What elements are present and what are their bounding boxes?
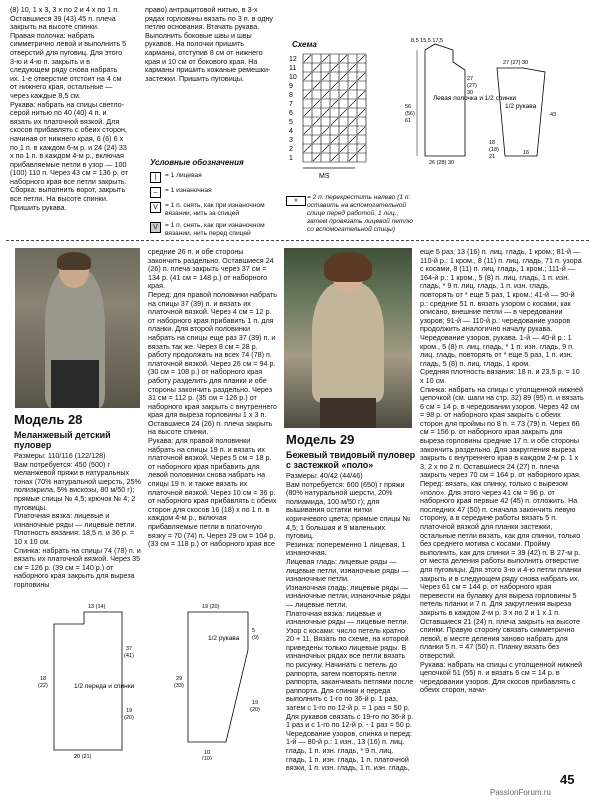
svg-text:19: 19 [252,700,259,706]
scheme-row-label: 4 [289,128,293,135]
model28-photo [15,248,140,408]
scheme-grid [285,50,375,180]
scheme-cell-mark [349,118,356,125]
scheme-cell-mark [322,91,329,98]
scheme-cell-mark [331,136,338,143]
scheme-cell-mark [349,154,356,161]
svg-text:(33): (33) [174,683,184,689]
legend-item [150,222,280,238]
svg-text:18: 18 [489,140,496,146]
scheme-cell-mark [358,73,365,80]
section-divider [6,240,589,241]
scheme-cell-mark [331,64,338,71]
model29-text: Размеры: 40/42 (44/46) Вам потребуется: 600 (650) г пряжи (80% натуральной шерсти, 20% полиамида, 100 м/50 г); для вышивания остатки нитки коричневого цвета; прямые спицы № 4,5; 1 большая и 9 маленьких пуговиц. Резинка: попеременно 1 лицевая, 1 изнаночная. Лицевая гладь: лицевые ряды — лицевые петли, изнаночные ряды — изнаночные петли. Изнаночная гладь: лицевые ряды — изнаночные петли, изнаночные ряды — лицевые петли. Платочная вязка: лицевые и изнаночные ряды — лицевые петли. Узор с косами: число петель кратно 20 + 11. Вязать по схеме, на которой приведены только лицевые ряды. В изнаночных рядах все петли вязать по рисунку. Начинать с петель до раппорта, затем повторять петли раппорта, заканчивать петлями после раппорта. Для спинки и переда выполнить с 1-го по 36-й р. 1 раз, затем с 1-го по 12-й р. = 1 раз = 50 р. Для рукавов связать с 19-го по 36-й р. 1 раз и с 1-го по 12-й р. - 1 раз = 50 р. Чередование узоров, спинка и перед: 1-й — 80-й р.: 1 изн., 13 (16) п. лиц. гладь, 1 п. изн. гладь, * 9 п. лиц. гладь, 1 п. изн. гладь, 1 п. платочной вязки, 1 п. изн. гладь, 1 п. изн. гладь, [286,472,414,773]
scheme-row-label: 11 [289,65,297,72]
right-column-text: еще 5 раз, 13 (16) п. лиц. гладь, 1 кром.; 81-й — 110-й р.: 1 кром., 8 (11) п. лиц. гладь, 71 п. узора с косами, 8 (11) п. лиц. гладь, 1 кром.; 111-й — 164-й р.: 1 кром., 5 (8) п. лиц. гладь, 1 п. изн. гладь, * 9 п. лиц. гладь, 1 п. изн. гладь, повторять от * еще 5 раз, 1 кром.; 41-й — 90-й р.: средние 51 п. вязать узором с косами, как описано, внешние петли — в чередовании узоров; 91-й — 110-й р.: чередование узоров продолжить аналогично началу рукава. Чередование узоров, рукава. 1-й — 40-й р.: 1 кром., 5 (8) п. лиц. гладь, * 1 п. изн. гладь, 9 п. лиц. гладь, повторять от * еще 5 раз, 1 п. изн. гладь, 5 (8) п. лиц. гладь, 1 кром. Средняя плотность вязания: 18 п. и 23,5 р. = 10 x 10 см. Спинка: набрать на спицы с утолщенной нижней цепочкой (см. шаги на стр. 32) 89 (95) п. и вязать 6 см = 14 р. в чередовании узоров. Через 42 см = 98 р. от наборного края закрыть с обеих сторон для проймы по 8 п. = 73 (79) п. Через 66 см = 156 р. от наборного края закрыть для выреза горловины средние 17 п. и обе стороны закончить раздельно. Для закругления выреза закрыть с внутреннего края в каждом 2-м р. 1 x 3, 2 x по 2 п. Оставшиеся 24 (27) п. плеча закрыть через 70 см = 164 р. от наборного края. Перед: вязать, как спинку, только с вырезом «поло». Для этого через 41 см = 96 р. от наборного края первые 42 (45) п. отложить. На последних 47 (50) п. сначала закончить левую сторону, а в середине работы вязать 5 п. платочной вязкой для планки застежки, остальные петли вязать, как для спинки, только без среднего мотива с косами. Пройму выполнить, как для спинки = 39 (42) п. В 27-м р. от места деления работы выполнить отверстие для пуговицы. Для этого 3-ю и 4-ю петли планки закрыть и в следующем ряду снова набрать их. Через 61 см = 144 р. от наборного края перевести на булавку для выреза горловины 5 петель планки и 7 п. Для закругления выреза закрыть в каждом 2-м р. 3 x по 2 и 1 x 1 п. Оставшиеся 21 (24) п. плеча закрыть на высоте спинки. Правую сторону связать симметрично левой, в месте деления заново набрать для планки 5 п. = 47 (50) п. Планку вязать без отверстий. Рукава: набрать на спицы с утолщенной нижней цепочкой 51 (55) п. и вязать 6 см = 14 р. в чередовании узоров. Для скосов прибавлять с обеих сторон, начи- [420,248,584,695]
scheme-cell-mark [322,127,329,134]
scheme-row-label: 8 [289,92,293,99]
svg-text:19: 19 [126,708,133,714]
pattern-top-sleeve-label: 1/2 рукава [505,103,537,110]
svg-text:37: 37 [126,646,133,652]
model28-subtitle: Меланжевый детский пуловер [14,430,111,450]
svg-text:(27): (27) [467,83,477,89]
svg-text:(41): (41) [124,653,134,659]
scheme-row-label: 1 [289,155,293,162]
scheme-cell-mark [331,100,338,107]
scheme-row-label: 3 [289,137,293,144]
scheme-cell-mark [349,64,356,71]
model29-photo [284,248,412,428]
scheme-cell-mark [304,73,311,80]
scheme-row-label: 9 [289,83,293,90]
pattern-bottom-label: 1/2 переда и спинки [74,683,135,690]
scheme-cell-mark [340,91,347,98]
svg-text:56: 56 [405,104,412,110]
scheme-row-label: 6 [289,110,293,117]
legend-item [150,187,280,198]
scheme-cell-mark [340,73,347,80]
purl-symbol-icon: – [150,187,161,198]
scheme-row-label: 5 [289,119,293,126]
scheme-cell-mark [331,82,338,89]
scheme-cell-mark [349,136,356,143]
model28-text: Размеры: 110/116 (122/128) Вам потребуется: 450 (500) г меланжевой пряжи в натуральных тонах (70% натуральной шерсть, 25% полиэкрила, 5% вискозы, 80 м/50 г); прямые спицы № 4,5; крючок № 4; 2 пуговицы. Платочная вязка: лицевые и изнаночные ряды — лицевые петли. Плотность вязания: 18,5 п. и 36 р. = 10 x 10 см. Спинка: набрать на спицы 74 (78) п. и вязать их платочной вязкой. Через 35 см = 126 р. (39 см = 140 р.) от наборного края закрыть для выреза горловины [14,452,141,589]
scheme-cell-mark [340,55,347,62]
svg-text:19 (20): 19 (20) [202,604,220,610]
legend-item [150,172,280,183]
svg-text:8,5 15,5 17,5: 8,5 15,5 17,5 [411,38,444,44]
scheme-cell-mark [358,109,365,116]
top-middle-column-text: право) антрацитовой нитью, в 3-х рядах горловины вязать по 3 п. в одну петлю основания. Втачать рукава. Выполнить боковые швы и швы рукавов. На полочки пришить карманы, отступив 8 см от нижнего края и 10 см от бокового края. На карманы пришить кожаные ремешки-застежки. Пришить пуговицы. [145,6,274,83]
slip-front-symbol-icon: V [150,222,161,233]
svg-text:(22): (22) [38,683,48,689]
scheme-cell-mark [322,145,329,152]
scheme-ms-label: MS [319,173,330,180]
scheme-cell-mark [349,82,356,89]
svg-text:10: 10 [204,750,211,756]
scheme-cell-mark [313,64,320,71]
scheme-note: = 2 п. перекрестить налево (1 п. оставить на вспомогательной спице перед работой, 1 лиц., затем провязать лицевой петлю со вспомогательной спицы) [307,194,413,233]
scheme-cell-mark [331,118,338,125]
slip-back-symbol-icon: V [150,202,161,213]
pattern-bottom-sleeve-label: 1/2 рукава [208,635,240,642]
scheme-cell-mark [313,82,320,89]
legend-title: Условные обозначения [150,158,244,167]
svg-text:(20): (20) [124,715,134,721]
svg-text:26 (28) 30: 26 (28) 30 [429,160,455,166]
svg-text:30: 30 [467,90,474,96]
top-left-column-text: (8) 10, 1 x 3, 3 x по 2 и 4 x по 1 п. Оставшиеся 39 (43) 45 п. плеча закрыть на высоте спинки. Правая полочка: набрать симметрично левой и выполнить 5 отверстий для пуговиц. Для этого 3-ю и 4-ю п. закрыть и в следующем ряду снова набрать их. 1-е отверстие отстоит на 4 см от нижнего края, остальные — через каждые 8,5 см. Рукава: набрать на спицы светло-серой нитью по 40 (40) 4 п. и вязать их платочной вязкой. Для скосов прибавлять с обеих сторон, начиная от нижнего края, 6 (6) 6 x по 1 п. в каждом 6-м р. и 24 (24) 33 x по 1 п. в каждом 4-м р., включая прибавляемые петли в узор — 100 (100) 110 п. Через 43 см = 136 р. от наборного края все петли закрыть. Сборка: выполнить ворот, закрыть все петли. На высоте спинки. Пришить рукава. [10,6,128,212]
scheme-cell-mark [304,91,311,98]
site-watermark: PassionForum.ru [490,788,551,797]
scheme-cell-mark [304,127,311,134]
scheme-cell-mark [304,109,311,116]
model28-title: Модель 28 [14,412,83,427]
scheme-row-label: 10 [289,74,297,81]
scheme-cell-mark [340,145,347,152]
scheme-cell-mark [340,127,347,134]
scheme-row-label: 2 [289,146,293,153]
legend-item [150,202,280,218]
scheme-cell-mark [322,73,329,80]
model29-title: Модель 29 [286,432,355,447]
scheme-cell-mark [313,100,320,107]
scheme-cell-mark [304,55,311,62]
svg-text:27 (27) 30: 27 (27) 30 [503,60,529,66]
scheme-cell-mark [313,118,320,125]
svg-text:21: 21 [489,154,496,160]
scheme-cell-mark [358,145,365,152]
svg-text:(10): (10) [202,756,212,760]
legend-slip-front-label: = 1 п. снять, как при изнаночном вязании, нить перед спицей [165,222,265,237]
svg-text:(56): (56) [405,111,415,117]
legend-knit-label: = 1 лицевая [165,172,202,179]
svg-text:61: 61 [405,118,412,124]
model29-subtitle: Бежевый твидовый пуловер с застежкой «поло» [286,450,416,470]
svg-text:18: 18 [40,676,47,682]
pattern-top-front-back [405,38,590,168]
pattern-top-label: Левая полочка и 1/2 спинки [433,95,517,102]
svg-text:(20): (20) [250,707,260,713]
scheme-cell-mark [340,109,347,116]
scheme-cell-mark [331,154,338,161]
scheme-cell-mark [358,127,365,134]
scheme-title: Схема [292,40,317,49]
pattern-bottom-sleeve [148,600,278,760]
page-number: 45 [560,772,575,787]
knit-symbol-icon: | [150,172,161,183]
scheme-cell-mark [304,145,311,152]
svg-text:13 (14): 13 (14) [88,604,106,610]
svg-text:29: 29 [176,676,183,682]
svg-text:5: 5 [252,628,256,634]
model28-text-continued: средние 26 п. и обе стороны закончить раздельно. Оставшиеся 24 (26) п. плеча закрыть через 37 см = 134 р. (41 см = 148 р.) от наборного края. Перед: для правой половинки набрать на спицы 37 (39) п. и вязать их платочной вязкой. Через 4 см = 12 р. от наборного края прибавить 1 п. для планки. Для второй половинки набрать на спицы еще раз 37 (39) п. и вязать так же. Через 8 см = 28 р. работу продолжать на всех 74 (78) п. платочной вязкой. Через 26 см = 94 р. (30 см = 108 р.) от наборного края работу разделить для планки и обе стороны закончить раздельно. Через 31 см = 112 р. (35 см = 126 р.) от наборного края закрыть с внутреннего края для выреза горловины 1 x 3 п. Оставшиеся 24 (26) п. плеча закрыть на высоте спинки. Рукава: для правой половинки набрать на спицы 19 п. и вязать их платочной вязкой. Через 5 см = 18 р. от наборного края прибавить для левой половинки снова набрать на спицы 19 п. и также вязать их платочной вязкой. Через 10 см = 36 р. от наборного края прибавлять с обеих сторон для скосов 16 (18) x по 1 п. в каждом 4-м р., включая прибавляемые петли в платочную вязку = 70 (74) п. Через 29 см = 104 р. (33 см = 118 р.) от наборного края все [148,248,278,548]
svg-text:(9): (9) [252,635,259,641]
scheme-cell-mark [313,136,320,143]
scheme-cell-mark [322,55,329,62]
scheme-row-label: 7 [289,101,293,108]
svg-text:43: 43 [550,112,557,118]
scheme-cell-mark [358,55,365,62]
scheme-row-label: 12 [289,56,297,63]
cross-left-symbol-icon: ⨯ [286,196,306,206]
svg-text:20 (21): 20 (21) [74,754,92,760]
scheme-cell-mark [322,109,329,116]
legend-slip-back-label: = 1 п. снять, как при изнаночном вязании, нить за спицей [165,202,265,217]
pattern-bottom-front-back [14,600,144,760]
scheme-cell-mark [349,100,356,107]
svg-text:(18): (18) [489,147,499,153]
svg-text:16: 16 [523,150,530,156]
scheme-cell-mark [358,91,365,98]
legend [150,172,280,238]
svg-text:27: 27 [467,76,474,82]
scheme-cell-mark [313,154,320,161]
legend-purl-label: = 1 изнаночная [165,187,212,194]
